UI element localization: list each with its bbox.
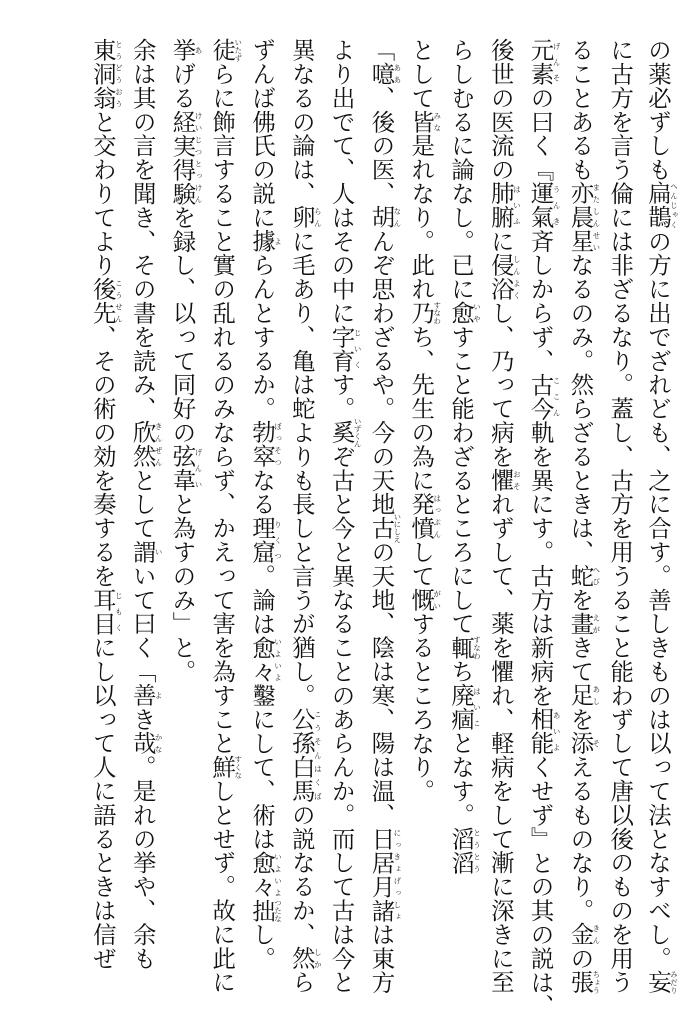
- furigana: じいく: [353, 324, 363, 373]
- text-run: 軌を異にす。古方は新病を: [526, 420, 555, 708]
- furigana: すなわ: [472, 635, 482, 660]
- ruby-base: 乃: [407, 300, 436, 325]
- furigana: あ: [193, 38, 203, 62]
- ruby-base: 侵浴: [486, 253, 515, 301]
- furigana: いや: [472, 300, 482, 325]
- furigana: みな: [432, 109, 442, 134]
- ruby-word: [566, 922, 601, 947]
- ruby-base: 謂: [128, 539, 157, 564]
- furigana: いよいよ: [273, 850, 283, 899]
- ruby-base: 元素: [526, 38, 555, 86]
- text-run: となす。: [447, 731, 476, 827]
- ruby-word: [248, 850, 283, 899]
- furigana: へび: [591, 563, 601, 588]
- furigana: りくつ: [273, 516, 283, 564]
- text-run: 、後の医、: [367, 85, 396, 206]
- text-run: を: [566, 587, 595, 612]
- text-run: げる: [168, 61, 197, 110]
- furigana: しか: [313, 946, 323, 971]
- ruby-base: 金: [566, 922, 595, 947]
- ruby-base: 晨星: [566, 205, 595, 254]
- ruby-base: 奚: [327, 417, 356, 448]
- text-column: [521, 38, 562, 1018]
- ruby-base: 慨: [407, 587, 436, 612]
- ruby-base: 愈々: [248, 635, 277, 684]
- ruby-base: 東洞翁: [88, 38, 117, 110]
- text-column: [561, 38, 601, 995]
- ruby-word: [248, 420, 283, 469]
- furigana: はいこ: [472, 683, 482, 732]
- ruby-base: 善: [128, 683, 157, 708]
- ruby-word: [208, 755, 243, 779]
- furigana: ここん: [552, 372, 562, 421]
- ruby-word: [287, 205, 323, 230]
- text-run: えるものなり。: [566, 755, 595, 923]
- furigana: けいじつとっけん: [193, 109, 203, 206]
- furigana: そ: [591, 731, 601, 756]
- text-run: に毛あり、亀は蛇よりも長しと言うが猶し。: [287, 229, 316, 708]
- ruby-word: [327, 324, 363, 373]
- furigana: ちょう: [591, 970, 601, 995]
- text-run: 斉しからず、: [526, 229, 555, 373]
- text-run: として: [128, 468, 157, 540]
- ruby-word: [128, 731, 164, 756]
- text-run: し、乃って病を: [486, 300, 515, 469]
- ruby-base: 亦: [566, 181, 595, 206]
- text-run: んぞ思わざるや。今の天地: [367, 229, 396, 517]
- text-run: と交わりてより: [88, 109, 117, 278]
- furigana: こうせん: [114, 277, 124, 325]
- furigana: らん: [313, 205, 323, 230]
- text-column: [242, 38, 283, 971]
- text-run: 「: [367, 38, 396, 62]
- text-column: [202, 38, 243, 995]
- text-run: を: [566, 707, 595, 732]
- ruby-word: [566, 683, 601, 708]
- ruby-word: [644, 970, 679, 995]
- text-column: [638, 38, 679, 995]
- ruby-word: [566, 205, 601, 254]
- text-run: ぞ古と今と異なることのあらんか。而して古は今と: [327, 444, 356, 995]
- furigana: はいふ: [512, 181, 522, 230]
- ruby-base: 肺腑: [486, 181, 515, 230]
- ruby-word: [248, 635, 283, 684]
- furigana: また: [591, 181, 601, 206]
- ruby-base: 字育: [327, 324, 356, 373]
- ruby-word: [566, 970, 601, 995]
- ruby-word: [526, 181, 562, 230]
- text-run: ることあるも: [566, 38, 595, 182]
- ruby-word: [367, 826, 402, 923]
- furigana: げんそ: [552, 38, 562, 86]
- ruby-word: [486, 468, 522, 493]
- text-run: し。: [248, 922, 277, 971]
- ruby-word: [367, 61, 402, 86]
- text-run: きて: [566, 635, 595, 684]
- ruby-base: 拙: [248, 898, 277, 923]
- text-run: の方に出でざれども、之に合す。善しきものは以って法となすべし。: [644, 229, 672, 971]
- ruby-base: 古今: [526, 372, 555, 421]
- text-run: 是れなり。此れ: [407, 133, 436, 301]
- furigana: ぼっそつ: [273, 420, 283, 469]
- ruby-base: 鮮: [208, 755, 237, 779]
- ruby-word: [407, 300, 442, 325]
- furigana: いよいよ: [273, 635, 283, 684]
- furigana: しんよく: [512, 253, 522, 301]
- ruby-base: 足: [566, 683, 595, 708]
- furigana: すくな: [233, 755, 243, 779]
- text-column: [123, 38, 164, 971]
- ruby-word: [168, 38, 203, 62]
- ruby-word: [526, 38, 562, 86]
- ruby-base: 噫: [367, 61, 396, 86]
- text-run: するところなり。: [407, 611, 436, 803]
- ruby-word: [88, 587, 124, 636]
- ruby-word: [644, 181, 679, 230]
- ruby-base: 扁鵲: [644, 181, 672, 230]
- ruby-word: [447, 826, 482, 875]
- ruby-word: [407, 109, 442, 134]
- text-run: すこと能わざるところにして: [447, 324, 476, 636]
- ruby-base: 哉: [128, 731, 157, 756]
- ruby-base: 畫: [566, 611, 595, 636]
- ruby-word: [248, 898, 283, 923]
- ruby-base: 理窟: [248, 516, 277, 564]
- ruby-word: [367, 512, 402, 543]
- ruby-base: 然: [287, 946, 316, 971]
- furigana: いずくん: [353, 417, 363, 448]
- ruby-base: 耳目: [88, 587, 117, 636]
- ruby-base: 古: [367, 512, 396, 543]
- text-column: [282, 38, 323, 995]
- text-column: [481, 38, 522, 995]
- text-run: と為すのみ」と。: [168, 492, 197, 684]
- furigana: つたな: [273, 898, 283, 923]
- furigana: あいよ: [552, 707, 562, 756]
- ruby-base: 廃痼: [447, 683, 476, 732]
- ruby-word: [128, 683, 164, 708]
- text-run: より出でて、人はその中に: [327, 38, 356, 325]
- text-run: にし以って人に語るときは信ぜ: [88, 635, 117, 971]
- furigana: ああ: [392, 61, 402, 86]
- furigana: はっぷん: [432, 492, 442, 540]
- ruby-word: [526, 707, 562, 756]
- ruby-base: 欣然: [128, 420, 157, 469]
- ruby-base: 挙: [168, 38, 197, 62]
- text-run: しとせず。故に此に: [208, 778, 237, 995]
- furigana: い: [154, 539, 164, 564]
- ruby-word: [367, 205, 402, 230]
- text-run: らんとするか。: [248, 253, 277, 421]
- text-run: に: [486, 229, 515, 254]
- furigana: よ: [273, 229, 283, 254]
- text-run: して: [407, 539, 436, 588]
- text-run: なるのみ。然らざるときは、: [566, 253, 595, 564]
- ruby-base: 弦韋: [168, 444, 197, 493]
- ruby-word: [327, 417, 363, 448]
- ruby-word: [407, 587, 442, 612]
- text-run: ち: [447, 659, 476, 684]
- text-run: いて曰く「: [128, 563, 157, 684]
- text-run: す。: [327, 372, 356, 421]
- text-run: の薬必ずしも: [644, 38, 672, 182]
- furigana: えが: [591, 611, 601, 636]
- ruby-base: 経実得験: [168, 109, 197, 206]
- text-run: ら: [287, 970, 316, 995]
- furigana: へんじゃく: [669, 181, 679, 230]
- ruby-word: [566, 731, 601, 756]
- text-run: ずんば佛氏の説に: [248, 38, 277, 230]
- furigana: かな: [154, 731, 164, 756]
- ruby-word: [208, 38, 243, 62]
- text-run: の曰く『: [526, 85, 555, 182]
- furigana: きん: [591, 922, 601, 947]
- furigana: みだり: [669, 970, 679, 995]
- ruby-word: [486, 181, 522, 230]
- text-column: [163, 38, 203, 898]
- text-run: に古方を言う倫には非ざるなり。蓋し、古方を用うること能わずして唐以後のものを用う: [606, 38, 635, 994]
- text-column: [600, 38, 638, 994]
- furigana: しんせい: [591, 205, 601, 254]
- ruby-word: [88, 277, 124, 325]
- text-run: 。論は: [248, 563, 277, 636]
- furigana: なん: [392, 205, 402, 230]
- furigana: すなわ: [432, 300, 442, 325]
- vertical-text-block: [22, 38, 679, 1018]
- ruby-word: [407, 492, 442, 540]
- text-run: 鑿にして、術は: [248, 683, 277, 851]
- ruby-base: 妄: [644, 970, 672, 995]
- text-run: の: [566, 946, 595, 971]
- furigana: きんぜん: [154, 420, 164, 469]
- text-run: の天地、陰は寒、陽は温、: [367, 539, 396, 827]
- ruby-word: [88, 38, 124, 110]
- ruby-base: 添: [566, 731, 595, 756]
- furigana: げんい: [193, 444, 203, 493]
- furigana: いたず: [233, 38, 243, 62]
- ruby-base: 後先: [88, 277, 117, 325]
- ruby-base: 日居月諸: [367, 826, 396, 923]
- furigana: じもく: [114, 587, 124, 636]
- text-run: 後世の医流の: [486, 38, 515, 182]
- ruby-word: [168, 109, 203, 206]
- text-run: くせず』との其の説は、: [526, 755, 555, 1018]
- text-run: 余は其の言を聞き、その書を読み、: [128, 38, 157, 421]
- ruby-base: 滔滔: [447, 826, 476, 875]
- ruby-word: [447, 683, 482, 732]
- furigana: にっきょげっしょ: [392, 826, 402, 923]
- furigana: がい: [432, 587, 442, 612]
- ruby-word: [168, 444, 203, 493]
- ruby-base: 愈々: [248, 850, 277, 899]
- ruby-word: [447, 635, 482, 660]
- ruby-word: [566, 563, 601, 588]
- furigana: とうどうおう: [114, 38, 124, 110]
- text-column: [401, 38, 441, 898]
- text-column: [362, 38, 402, 995]
- furigana: とうとう: [472, 826, 482, 875]
- text-run: を録し、以って同好の: [168, 205, 197, 445]
- furigana: いにしえ: [392, 512, 402, 543]
- text-column: [83, 38, 124, 971]
- ruby-word: [287, 946, 323, 971]
- ruby-base: 皆: [407, 109, 436, 134]
- ruby-base: 発憤: [407, 492, 436, 540]
- text-run: れずして、薬を懼れ、軽病をして漸に深きに至: [486, 492, 515, 995]
- ruby-base: 卵: [287, 205, 316, 230]
- ruby-word: [526, 372, 562, 421]
- text-run: らしむるに論なし。已に: [447, 38, 476, 301]
- furigana: うんき: [552, 181, 562, 230]
- text-run: の説なるか、: [287, 802, 316, 947]
- text-column: [441, 38, 481, 898]
- ruby-base: 輒: [447, 635, 476, 660]
- furigana: あし: [591, 683, 601, 708]
- ruby-base: 愈: [447, 300, 476, 325]
- ruby-word: [128, 420, 164, 469]
- text-run: ち、先生の為に: [407, 324, 436, 493]
- ruby-word: [566, 181, 601, 206]
- text-run: 。是れの挙や、余も: [128, 755, 157, 971]
- text-run: 異なるの論は、: [287, 38, 316, 206]
- ruby-word: [486, 253, 522, 301]
- ruby-word: [287, 707, 323, 803]
- ruby-base: 張: [566, 970, 595, 995]
- ruby-word: [566, 611, 601, 636]
- ruby-word: [447, 300, 482, 325]
- furigana: こうそんはくば: [313, 707, 323, 803]
- ruby-base: 據: [248, 229, 277, 254]
- text-run: き: [128, 707, 157, 732]
- ruby-base: 公孫白馬: [287, 707, 316, 803]
- text-run: 、その術の効を奏するを: [88, 324, 117, 588]
- text-run: らに飾言すること實の乱れるのみならず、かえって害を為すこと: [208, 61, 237, 756]
- text-column: [322, 38, 363, 995]
- ruby-base: 蛇: [566, 563, 595, 588]
- ruby-base: 勃窣: [248, 420, 277, 469]
- ruby-base: 胡: [367, 205, 396, 230]
- text-run: として: [407, 38, 436, 110]
- ruby-word: [248, 516, 283, 564]
- text-run: は東方: [367, 922, 396, 995]
- ruby-word: [248, 229, 283, 254]
- ruby-base: 運氣: [526, 181, 555, 230]
- ruby-base: 懼: [486, 468, 515, 493]
- ruby-base: 徒: [208, 38, 237, 62]
- ruby-word: [128, 539, 164, 564]
- furigana: よ: [154, 683, 164, 708]
- text-run: なる: [248, 468, 277, 517]
- ruby-base: 相能: [526, 707, 555, 756]
- furigana: おそ: [512, 468, 522, 493]
